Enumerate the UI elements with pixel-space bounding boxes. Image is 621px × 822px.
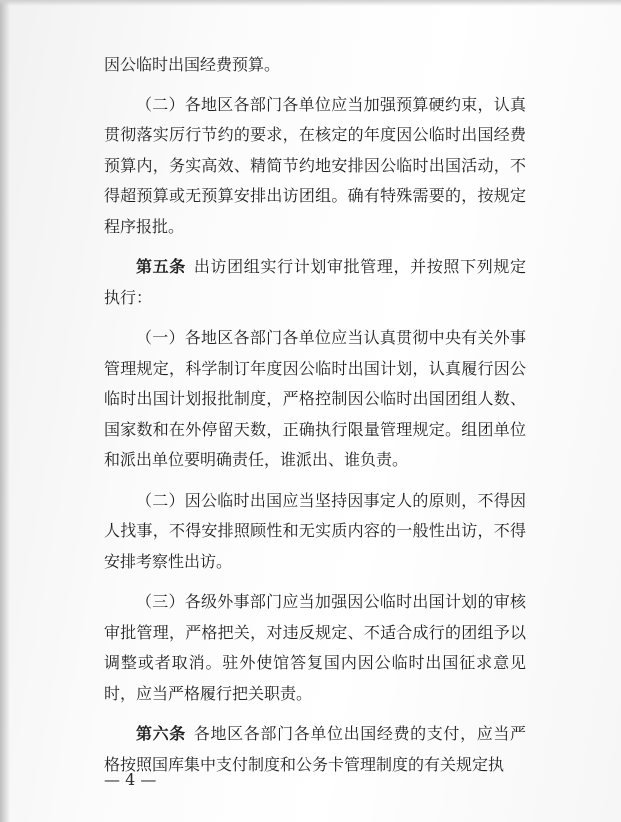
article-number: 第五条 (136, 257, 186, 276)
page-edge-shadow-left (0, 0, 10, 822)
paragraph-budget-end (104, 50, 526, 81)
paragraph-item-1-plan-approval (104, 323, 526, 476)
paragraph-text: （三）各级外事部门应当加强因公临时出国计划的审核审批管理，严格把关，对违反规定、不适合成行的团组予以调整或者取消。驻外使馆答复国内因公临时出国征求意见时，应当严格履行把关职责。 (104, 592, 526, 703)
page-edge-shadow-top (0, 0, 621, 6)
article-number: 第六条 (136, 724, 186, 743)
paragraph-item-2-staffing-principle (104, 486, 526, 578)
paragraph-item-2-budget-constraint (104, 90, 526, 243)
paragraph-article-6 (104, 719, 526, 780)
paragraph-text: （一）各地区各部门各单位应当认真贯彻中央有关外事管理规定，科学制订年度因公临时出国计划，认真履行因公临时出国计划报批制度，严格控制因公临时出国团组人数、国家数和在外停留天数，正确执行限量管理规定。组团单位和派出单位要明确责任，谁派出、谁负责。 (104, 328, 526, 469)
paragraph-text: 因公临时出国经费预算。 (104, 55, 281, 74)
paragraph-article-5 (104, 252, 526, 313)
paragraph-text: （二）各地区各部门各单位应当加强预算硬约束，认真贯彻落实厉行节约的要求，在核定的年度因公临时出国经费预算内，务实高效、精简节约地安排因公临时出国活动，不得超预算或无预算安排出访团组。确有特殊需要的，按规定程序报批。 (104, 94, 526, 236)
document-body (104, 50, 526, 780)
paragraph-text: 各地区各部门各单位出国经费的支付，应当严格按照国库集中支付制度和公务卡管理制度的有关规定执 (104, 724, 526, 774)
paragraph-item-3-foreign-affairs-review (104, 587, 526, 709)
paragraph-text: （二）因公临时出国应当坚持因事定人的原则，不得因人找事，不得安排照顾性和无实质内容的一般性出访，不得安排考察性出访。 (104, 490, 526, 571)
paragraph-text: 出访团组实行计划审批管理，并按照下列规定执行： (104, 257, 526, 307)
page-number: — 4 — (104, 770, 157, 789)
